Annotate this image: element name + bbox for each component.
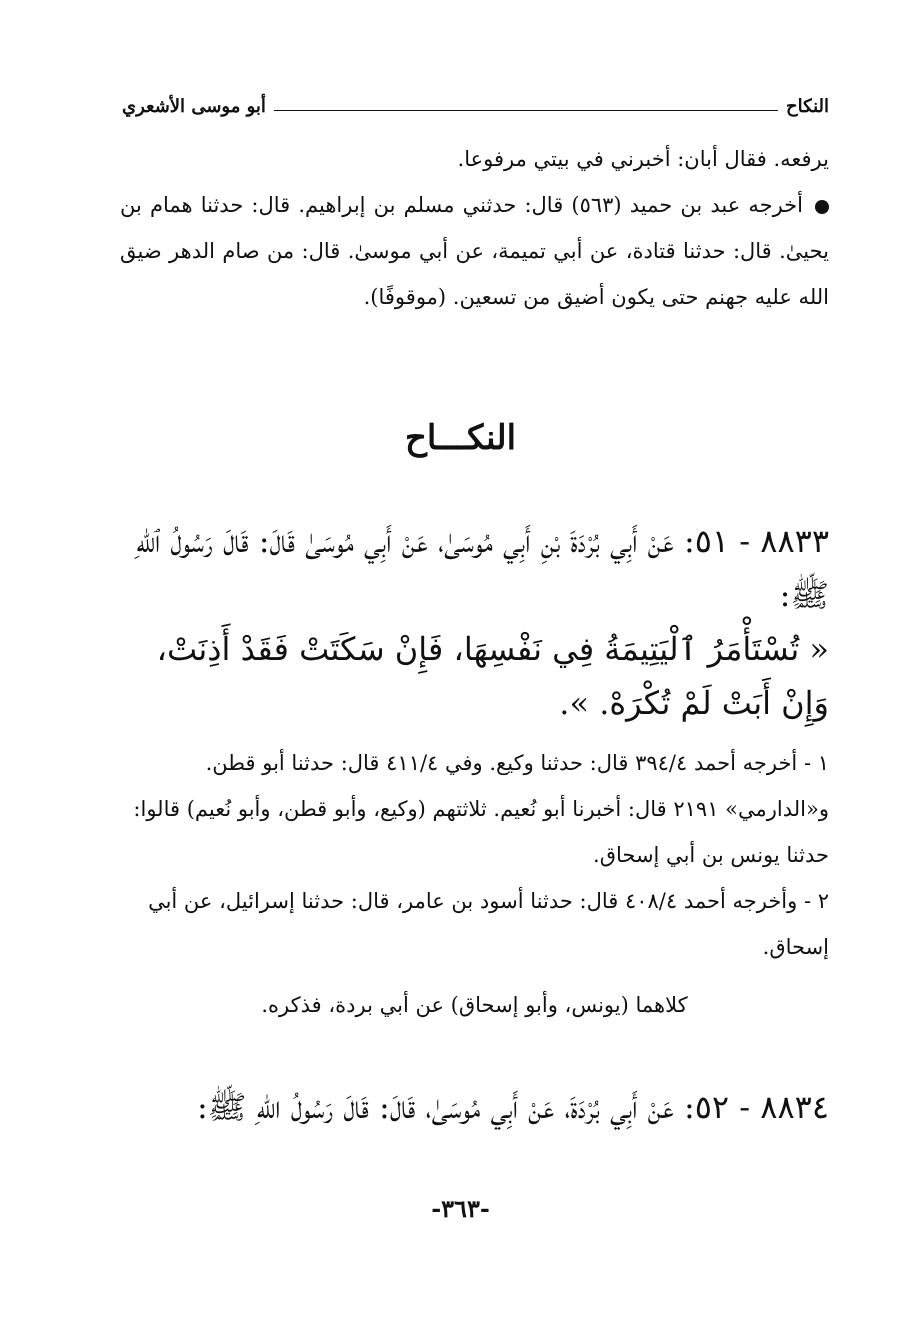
header-rule: [274, 110, 778, 111]
note-summary: كلاهما (يونس، وأبو إسحاق) عن أبي بردة، فذكره.: [261, 993, 688, 1017]
bullet-icon: [815, 200, 829, 214]
hadith-matn: « تُسْتَأْمَرُ ٱلْيَتِيمَةُ فِي نَفْسِهَا، فَإِنْ سَكَتَتْ فَقَدْ أَذِنَتْ، وَإِنْ أَبَتْ لَمْ تُكْرَهْ. ».: [156, 630, 829, 722]
note-1: ١ - أخرجه أحمد ٣٩٤/٤ قال: حدثنا وكيع. وفي ٤١١/٤ قال: حدثنا أبو قطن. و«الدارمي» ٢١٩١ قال: أخبرنا أبو نُعيم. ثلاثتهم (وكيع، وأبو قطن، وأبو نُعيم) قالوا: حدثنا يونس بن أبي إسحاق.: [133, 751, 829, 867]
section-title: النكـــاح: [404, 418, 517, 458]
hadith-isnad-2: ٨٨٣٤ - ٥٢: عَنْ أَبِي بُرْدَةَ، عَنْ أَبِي مُوسَىٰ، قَالَ: قَالَ رَسُولُ اللهِ ﷺ:: [197, 1088, 829, 1126]
continuation-line: يرفعه. فقال أبان: أخبرني في بيتي مرفوعا.: [457, 147, 829, 171]
running-header: [122, 92, 829, 120]
hadith-notes: [120, 740, 829, 1028]
hadith-8833: [120, 514, 829, 730]
note-2: ٢ - وأخرجه أحمد ٤٠٨/٤ قال: حدثنا أسود بن عامر، قال: حدثنا إسرائيل، عن أبي إسحاق.: [148, 889, 829, 959]
page-number: -٣٦٣-: [431, 1194, 490, 1223]
hadith-8834: [120, 1080, 829, 1134]
continuation-text: [120, 136, 829, 320]
header-chapter: النكاح: [786, 95, 829, 117]
hadith-isnad: ٨٨٣٣ - ٥١: عَنْ أَبِي بُرْدَةَ بْنِ أَبِي مُوسَىٰ، عَنْ أَبِي مُوسَىٰ قَالَ: قَالَ رَسُولُ ٱللهِ ﷺ:: [136, 522, 829, 614]
takhrij-text: أخرجه عبد بن حميد (٥٦٣) قال: حدثني مسلم بن إبراهيم. قال: حدثنا همام بن يحيىٰ. قال: حدثنا قتادة، عن أبي تميمة، عن أبي موسىٰ. قال: من صام الدهر ضيق الله عليه جهنم حتى يكون أضيق من تسعين. (موقوفًا).: [120, 193, 829, 309]
takhrij-paragraph: [120, 182, 829, 320]
header-narrator: أبو موسى الأشعري: [122, 95, 266, 117]
